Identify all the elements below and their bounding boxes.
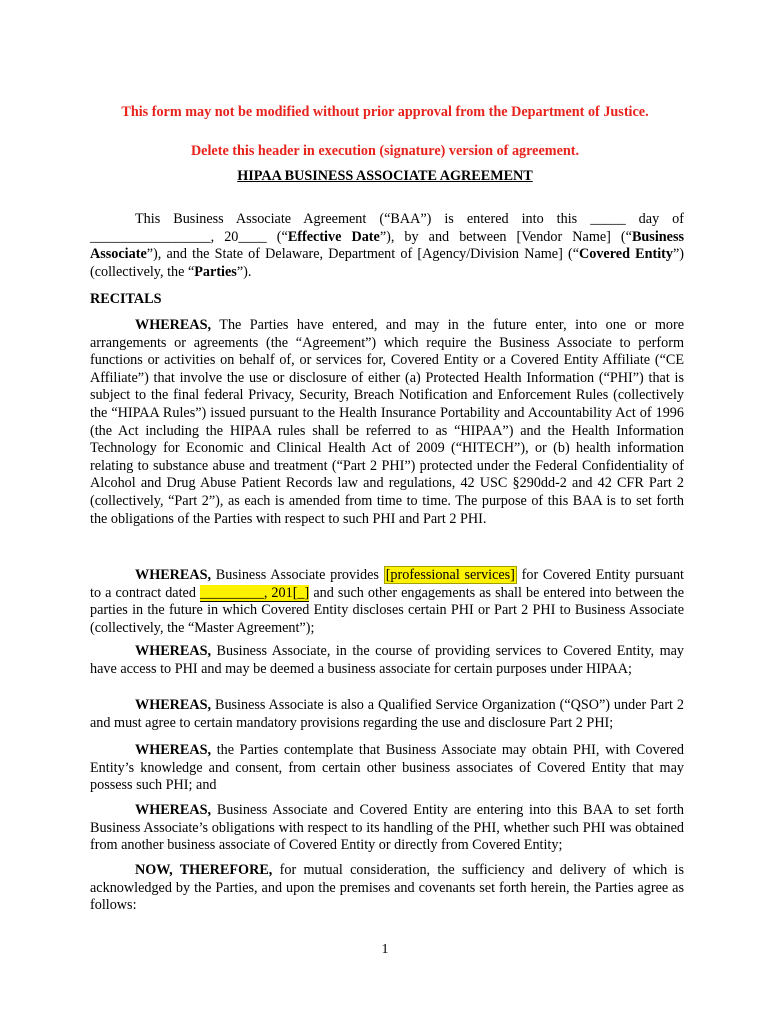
recital-paragraph-7 bbox=[90, 862, 684, 915]
recital-lead: WHEREAS, bbox=[135, 567, 212, 583]
intro-text-4: ”) (collectively, the “ bbox=[90, 246, 684, 280]
highlighted-field-services[interactable]: [professional services] bbox=[385, 567, 515, 583]
effective-date-term: Effective Date bbox=[287, 228, 380, 245]
recital-text: and such other engagements as shall be entered into between the parties in the future in which Covered Entity discloses certain PHI or Part 2 PHI to Business Associate (collectively, the “Master Agreement”); bbox=[90, 584, 685, 636]
recital-paragraph-6 bbox=[90, 802, 684, 855]
document-title bbox=[0, 168, 770, 185]
covered-entity-term: Covered Entity bbox=[579, 246, 673, 263]
document-title-text: HIPAA BUSINESS ASSOCIATE AGREEMENT bbox=[237, 168, 533, 184]
recital-text: for mutual consideration, the sufficiency and delivery of which is acknowledged by the Parties, and upon the premises and covenants set forth herein, the Parties agree as follows: bbox=[90, 862, 684, 914]
recital-text: Business Associate, in the course of providing services to Covered Entity, may have access to PHI and may be deemed a business associate for certain purposes under HIPAA; bbox=[90, 643, 684, 677]
header-delete-notice: Delete this header in execution (signature) version of agreement. bbox=[190, 143, 580, 159]
recital-text: Business Associate is also a Qualified Service Organization (“QSO”) under Part 2 and must agree to certain mandatory provisions regarding the use and disclosure Part 2 PHI; bbox=[90, 697, 684, 731]
page-number: 1 bbox=[381, 942, 389, 957]
recital-text: Business Associate and Covered Entity are entering into this BAA to set forth Business Associate’s obligations with respect to its handling of the PHI, whether such PHI was obtained from another business associate of Covered Entity or directly from Covered Entity; bbox=[90, 802, 684, 854]
recital-paragraph-5 bbox=[90, 742, 684, 795]
highlighted-field-contract-date[interactable]: _________, 201[_] bbox=[199, 584, 310, 601]
recital-lead: NOW, THEREFORE, bbox=[135, 862, 273, 878]
intro-paragraph bbox=[90, 211, 684, 281]
recital-lead: WHEREAS, bbox=[135, 697, 212, 713]
business-associate-term: Business Associate bbox=[90, 228, 684, 263]
recital-paragraph-1 bbox=[90, 317, 684, 528]
modification-notice: This form may not be modified without prior approval from the Department of Justice. bbox=[121, 104, 649, 120]
intro-text-2: ”), by and between [Vendor Name] (“ bbox=[379, 228, 632, 245]
recital-paragraph-4 bbox=[90, 697, 684, 732]
recital-paragraph-2 bbox=[90, 567, 684, 637]
parties-term: Parties bbox=[194, 263, 237, 280]
intro-text-1: This Business Associate Agreement (“BAA”) is entered into this _____ day of _________________, 20____ (“ bbox=[90, 211, 684, 245]
recital-lead: WHEREAS, bbox=[135, 802, 212, 818]
recital-text: for Covered Entity pursuant to a contract dated bbox=[90, 567, 684, 601]
intro-text-3: ”), and the State of Delaware, Department of [Agency/Division Name] (“ bbox=[146, 246, 579, 263]
recital-paragraph-3 bbox=[90, 643, 684, 678]
recital-text: the Parties contemplate that Business Associate may obtain PHI, with Covered Entity’s knowledge and consent, from certain other business associates of Covered Entity that may possess such PHI; and bbox=[90, 742, 684, 794]
recital-text: The Parties have entered, and may in the future enter, into one or more arrangements or agreements (the “Agreement”) which require the Business Associate to perform functions or activities on behalf of, or services for, Covered Entity or a Covered Entity Affiliate (“CE Affiliate”) that involve the use or disclosure of either (a) Protected Health Information (“PHI”) that is subject to the final federal Privacy, Security, Breach Notification and Enforcement Rules (collectively the “HIPAA Rules”) issued pursuant to the Health Insurance Portability and Accountability Act of 1996 (the Act including the HIPAA rules shall be referred to as “HIPAA”) and the Health Information Technology for Economic and Clinical Health Act of 2009 (“HITECH”), or (b) health information relating to substance abuse and treatment (“Part 2 PHI”) protected under the Federal Confidentiality of Alcohol and Drug Abuse Patient Records law and regulations, 42 USC §290dd-2 and 42 CFR Part 2 (collectively, “Part 2”), as each is amended from time to time. The purpose of this BAA is to set forth the obligations of the Parties with respect to such PHI and Part 2 PHI. bbox=[90, 317, 684, 527]
recital-lead: WHEREAS, bbox=[135, 742, 212, 758]
intro-text-5: ”). bbox=[236, 263, 252, 280]
recital-lead: WHEREAS, bbox=[135, 643, 212, 659]
recitals-heading: RECITALS bbox=[90, 291, 162, 307]
recital-lead: WHEREAS, bbox=[135, 317, 212, 333]
recital-text: Business Associate provides bbox=[211, 567, 384, 583]
